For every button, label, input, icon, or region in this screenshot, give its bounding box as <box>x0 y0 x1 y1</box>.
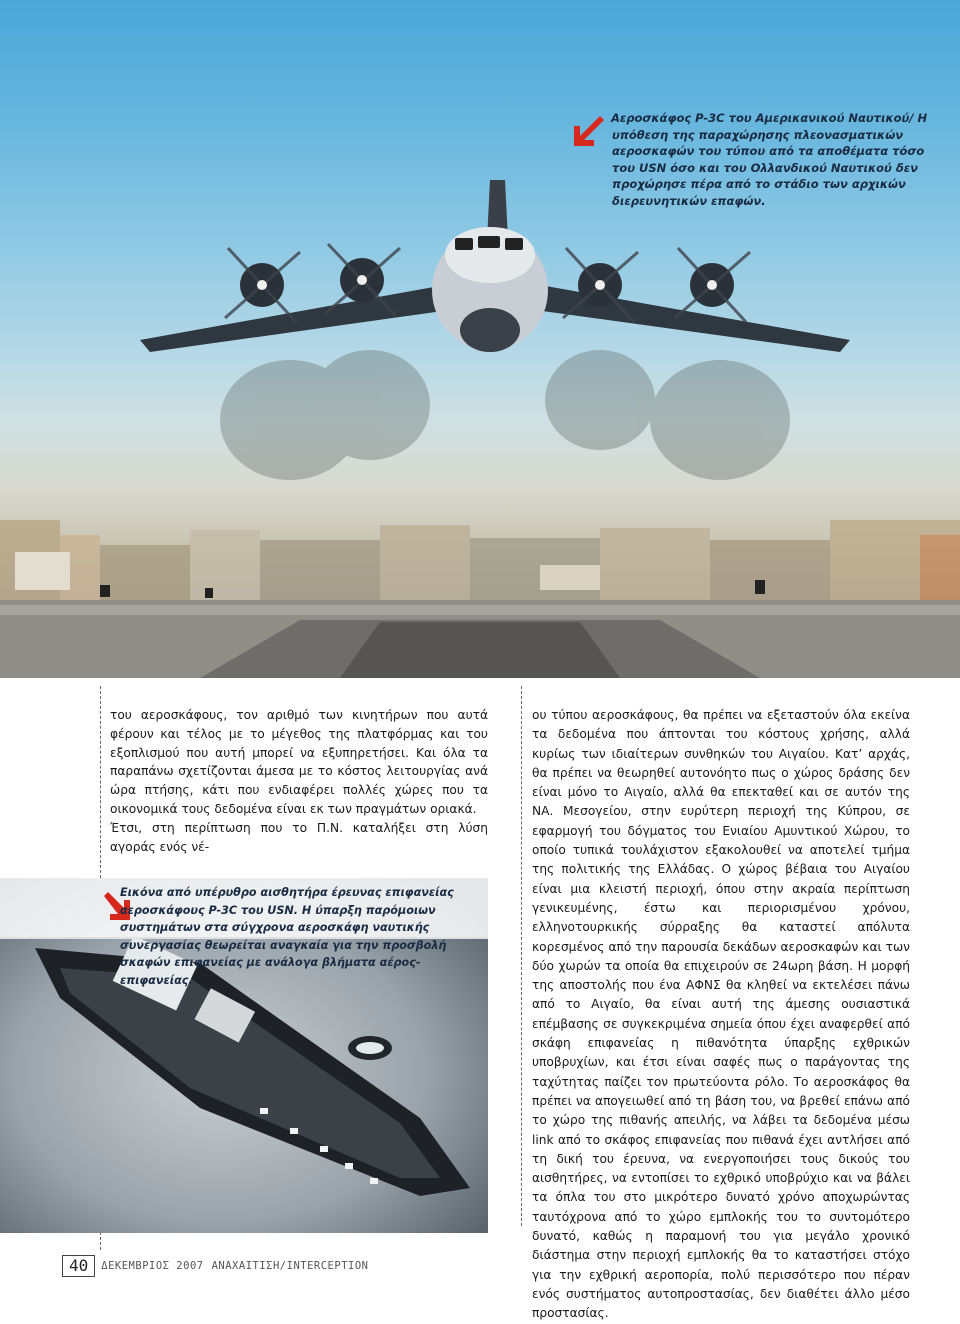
footer-issue: ΔΕΚΕΜΒΡΙΟΣ 2007 <box>101 1260 204 1272</box>
right-paragraph-1: ου τύπου αεροσκάφους, θα πρέπει να εξεταστούν όλα εκείνα τα δεδομένα που άπτονται του κόστους χρήσης, αλλά κυρίως των ιδιαίτερων συνθηκών του Αιγαίου. Κατ’ αρχάς, θα πρέπει να θεωρηθεί αυτονόητο πως ο χώρος δράσης δεν είναι μόνο το Αιγαίο, αλλά θα επεκταθεί και σε αυτόν της ΝΑ. Μεσογείου, στην ευρύτερη περιοχή της Κύπρου, σε εφαρμογή του δόγματος του Ενιαίου Αμυντικού Χώρου, το οποίο τυπικά τουλάχιστον εξακολουθεί να αποτελεί τμήμα της πολιτικής της Ελλάδας. Ο χώρος βέβαια του Αιγαίου είναι μια κλειστή περιοχή, όπου στην ακραία περίπτωση γενικευμένης, έστω και περιορισμένου χρόνου, ελληνοτουρκικής σύρραξης θα καταστεί απόλυτα κορεσμένος από την παρουσία δεκάδων αεροσκαφών και των δύο χωρών τα οποία θα επιχειρούν σε 24ωρη βάση. Η μορφή της αποστολής που ένα ΑΦΝΣ θα κληθεί να εκτελέσει πάνω από το Αιγαίο, θα είναι αυτή της άμεσης ουσιαστικά επέμβασης σε συγκεκριμένα σημεία όπου έχει αναφερθεί από σκάφη επιφανείας η πιθανότητα ύπαρξης εχθρικών υποβρυχίων, και έτσι είναι σαφές πως ο παράγοντας της ταχύτητας παίζει τον πρωτεύοντα ρόλο. Το αεροσκάφος θα πρέπει να απογειωθεί από τη βάση του, να βρεθεί επάνω από το χώρο της πιθανής απειλής, να λάβει τα δεδομένα μέσω link από το σκάφος επιφανείας που πιθανά έχει αντλήσει από τη δική του έρευνα, να ενεργοποιήσει τους δικούς του αισθητήρες, να εντοπίσει το εχθρικό υποβρύχιο και να βάλει τα όπλα του στο μικρότερο δυνατό χρόνο αποχωρώντας ταυτόχρονα από το χώρο εμπλοκής του το συντομότερο δυνατό, καθώς η παραμονή του για μεγάλο χρονικό διάστημα στην περιοχή εμπλοκής θα το καταστήσει στόχο για την εχθρική αεροπορία, πολύ περισσότερο που πέραν ενός συστήματος αυτοπροστασίας, δεν διαθέτει άλλο μέσο προστασίας. <box>532 708 910 1321</box>
arrow-down-left-icon <box>570 116 604 150</box>
top-photo-caption: Αεροσκάφος P-3C του Αμερικανικού Ναυτικού/ Η υπόθεση της παραχώρησης πλεονασματικών αεροσκαφών του τύπου από τα αποθέματα τόσο του USN όσο και του Ολλανδικού Ναυτικού δεν προχώρησε πέρα από το στάδιο των αρχικών διερευνητικών επαφών. <box>611 111 928 208</box>
column-divider-left <box>100 686 101 878</box>
footer-magazine: ΑΝΑΧΑΙΤΙΣΗ/INTERCEPTION <box>211 1260 369 1272</box>
page-footer <box>62 1254 369 1278</box>
left-paragraph-1: του αεροσκάφους, τον αριθμό των κινητήρων που αυτά φέρουν και τέλος με το μέγεθος της πλατφόρμας και του εξοπλισμού που αυτή μπορεί να εξυπηρετήσει. Και όλα τα παραπάνω σχετίζονται άμεσα με το κόστος λειτουργίας ανά ώρα πτήσης, κάτι που ενδιαφέρει πολλές χώρες που τα οικονομικά τους δεδομένα είναι εκ των πραγμάτων οριακά. <box>110 708 488 816</box>
left-paragraph-2: Έτσι, στη περίπτωση που το Π.Ν. καταλήξει στη λύση αγοράς ενός νέ- <box>110 820 488 854</box>
column-divider-center <box>521 686 522 1226</box>
left-column-text <box>110 706 488 856</box>
page-number: 40 <box>62 1255 95 1277</box>
right-column-text <box>532 706 910 1324</box>
column-divider-bottom <box>100 1232 101 1250</box>
bottom-photo-caption: Εικόνα από υπέρυθρο αισθητήρα έρευνας επιφανείας αεροσκάφους P-3C του USN. Η ύπαρξη παρόμοιων συστημάτων στα σύγχρονα αεροσκάφη ναυτικής συνεργασίας θεωρείται αναγκαία για την προσβολή σκαφών επιφανείας με ανάλογα βλήματα αέρος-επιφανείας. <box>120 886 454 987</box>
